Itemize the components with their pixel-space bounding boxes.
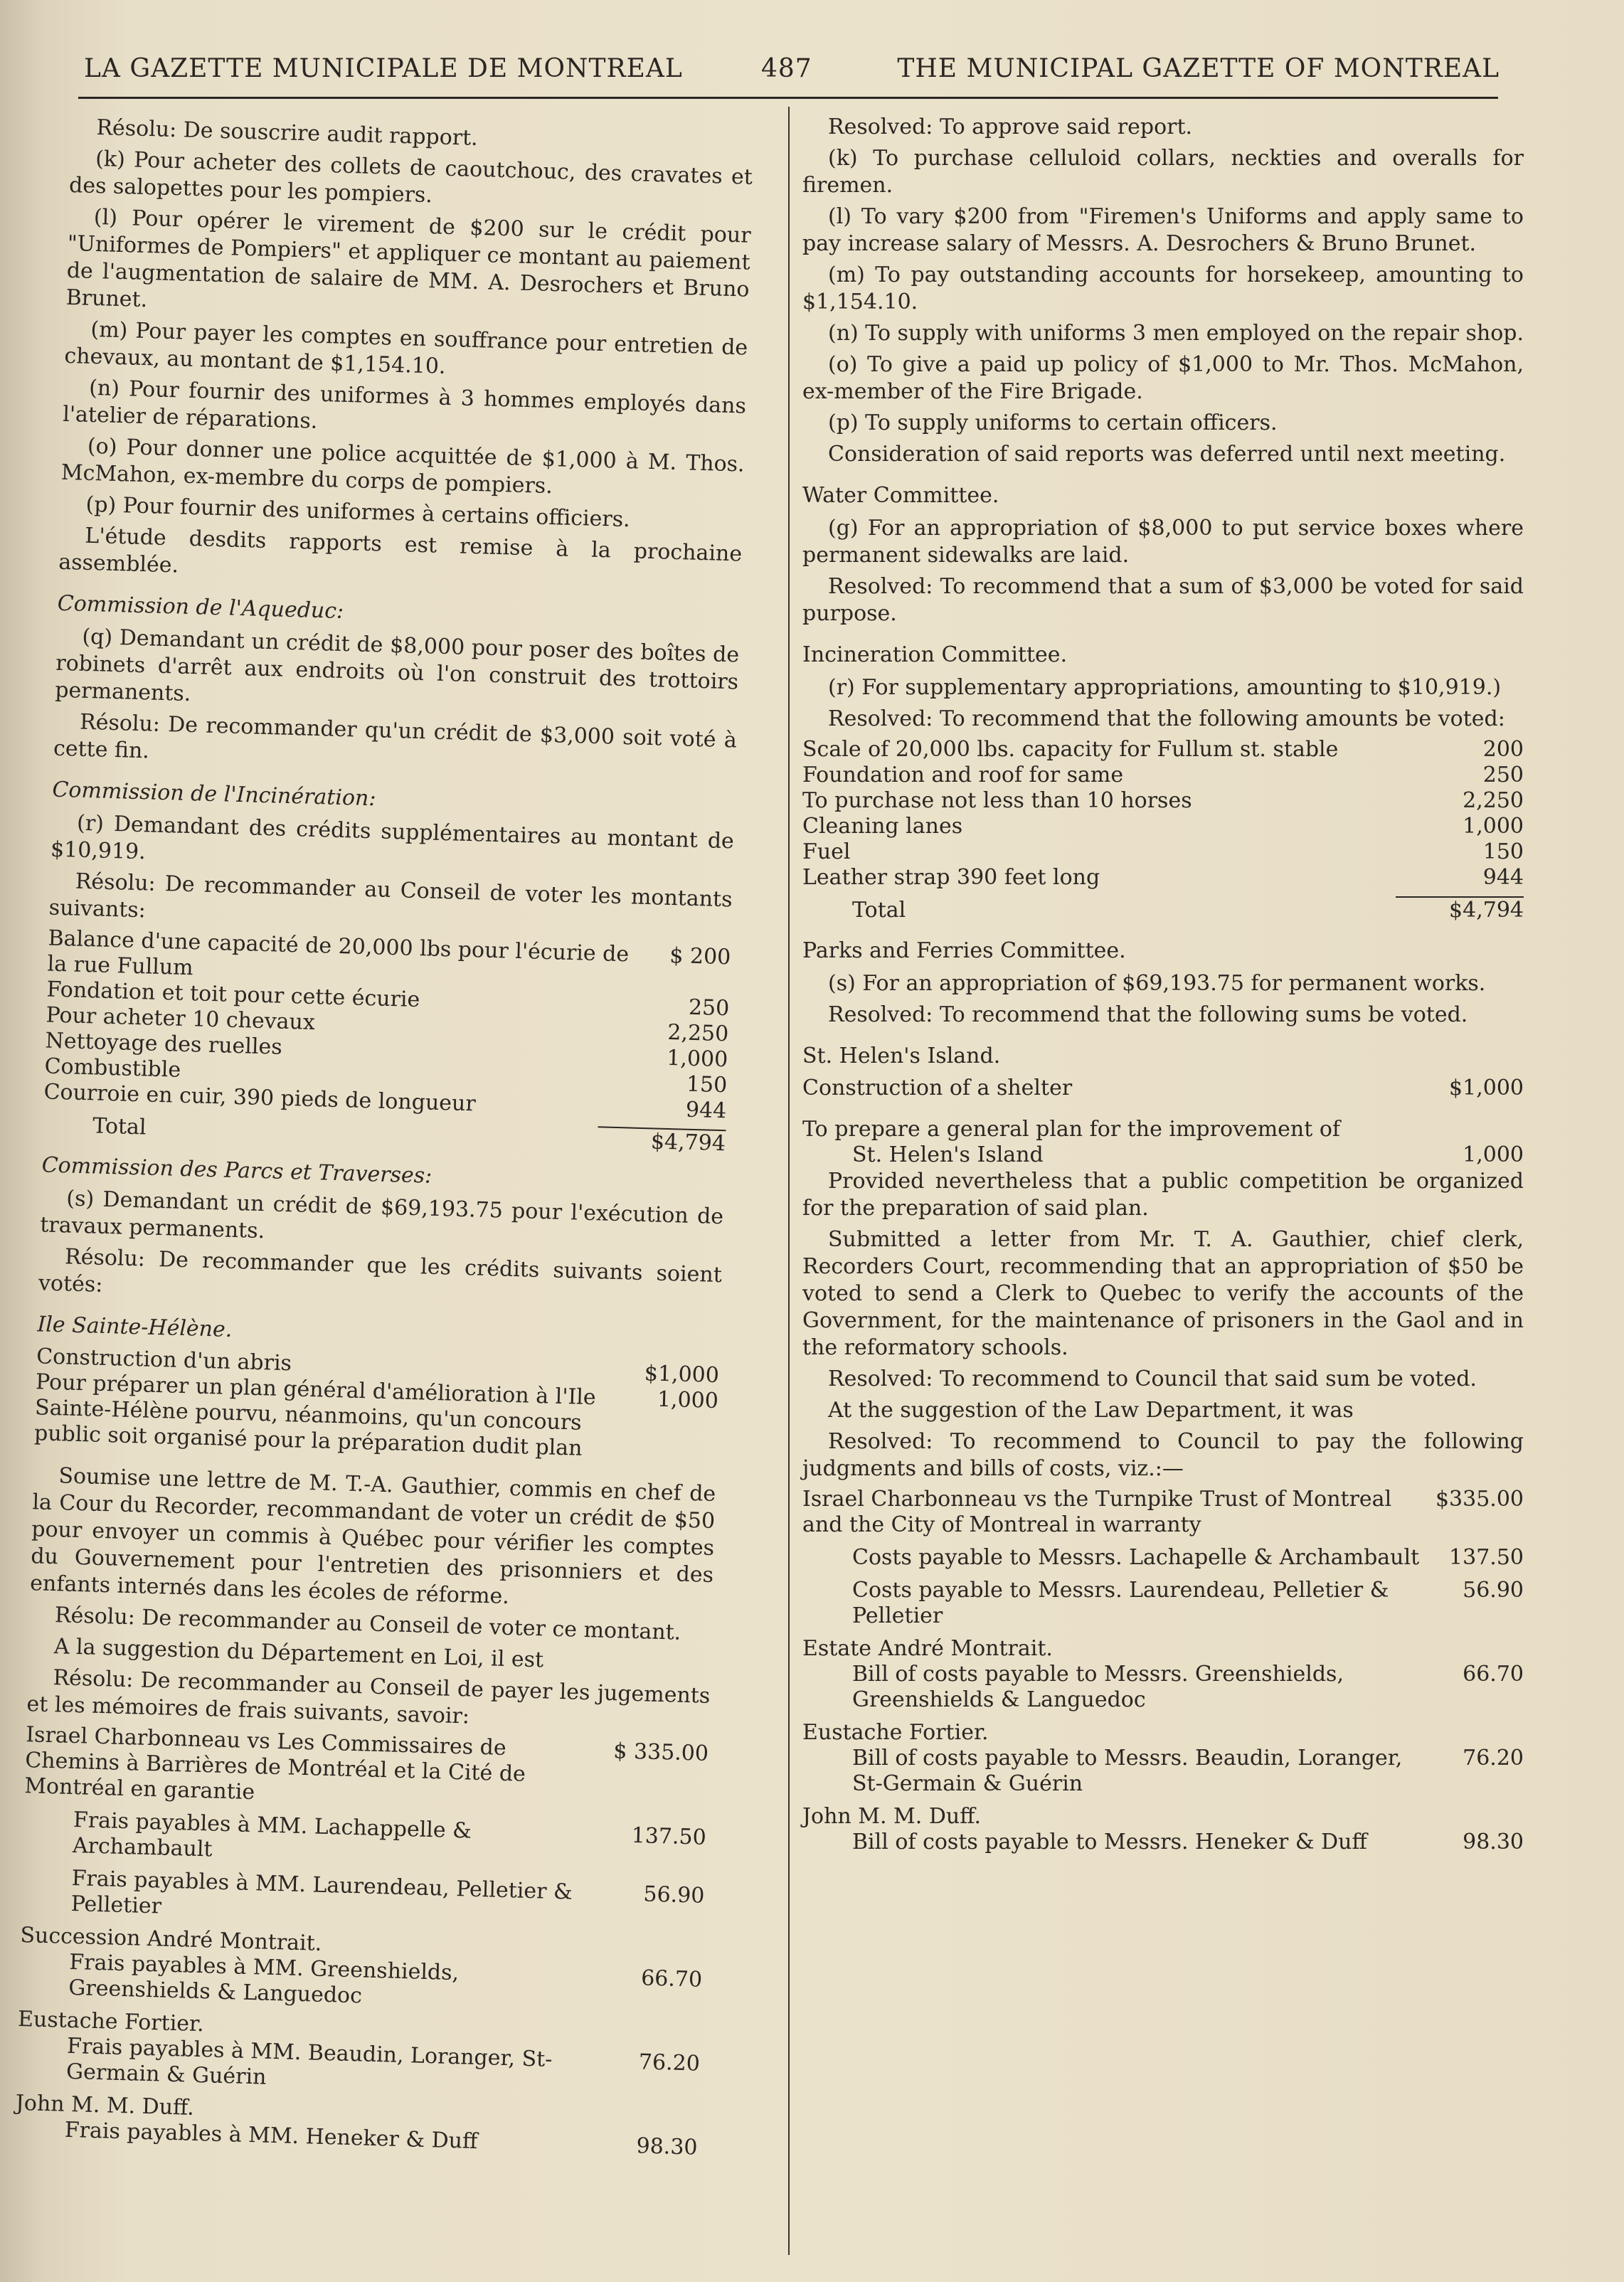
en-incineration-resolution: Resolved: To recommend that the following amounts be voted:: [828, 706, 1505, 731]
fr-ile-heading: Ile Sainte-Hélène.: [36, 1312, 233, 1342]
table-row: Pour acheter 10 chevaux 2,250: [46, 1002, 729, 1047]
table-row: Bill of costs payable to Messrs. Greenshields, Greenshields & Languedoc 66.70: [852, 1662, 1524, 1712]
en-incineration-heading: Incineration Committee.: [802, 642, 1068, 667]
page-header: [84, 54, 1500, 97]
en-gauthier-resolution: Resolved: To recommend to Council that said sum be voted.: [828, 1366, 1477, 1391]
table-row: Courroie en cuir, 390 pieds de longueur 944: [43, 1079, 727, 1124]
table-row: Fuel 150: [802, 839, 1524, 864]
table-row: John M. M. Duff.: [802, 1804, 982, 1829]
fr-incineration-table: [43, 926, 731, 1157]
en-gauthier-letter: Submitted a letter from Mr. T. A. Gauthier, chief clerk, Recorders Court, recommending that an appropriation of $50 be voted to send a Clerk to Quebec to verify the accounts of the Government, for the maintenance of prisoners in the Gaol and in the reformatory schools.: [802, 1227, 1524, 1360]
en-item-p: (p) To supply uniforms to certain officers.: [828, 410, 1278, 435]
en-water-resolution: Resolved: To recommend that a sum of $3,000 be voted for said purpose.: [802, 574, 1524, 626]
table-row: Eustache Fortier.: [17, 2006, 205, 2037]
table-row: Leather strap 390 feet long 944: [802, 865, 1524, 890]
table-row: Balance d'une capacité de 20,000 lbs pour l'écurie de la rue Fullum $ 200: [47, 925, 731, 981]
table-total-row: Total $4,794: [92, 1113, 726, 1157]
table-row: Frais payables à MM. Heneker & Duff 98.30: [64, 2117, 698, 2160]
fr-item-n: (n) Pour fournir des uniformes à 3 hommes employés dans l'atelier de réparations.: [62, 375, 747, 434]
en-parks-heading: Parks and Ferries Committee.: [802, 938, 1126, 963]
table-row: Succession André Montrait.: [19, 1923, 322, 1956]
header-rule: [78, 97, 1498, 99]
table-row: Costs payable to Messrs. Laurendeau, Pelletier & Pelletier 56.90: [852, 1578, 1524, 1628]
fr-item-p: (p) Pour fournir des uniformes à certains officiers.: [85, 492, 631, 533]
en-item-m: (m) To pay outstanding accounts for horsekeep, amounting to $1,154.10.: [802, 262, 1524, 314]
table-row: Construction of a shelter $1,000: [802, 1076, 1524, 1100]
en-resolution-approve: Resolved: To approve said report.: [828, 115, 1193, 139]
fr-parcs-resolution: Résolu: De recommander que les crédits suivants soient votés:: [38, 1244, 723, 1297]
table-row: Bill of costs payable to Messrs. Beaudin, Loranger, St-Germain & Guérin 76.20: [852, 1746, 1524, 1796]
table-row: Combustible 150: [44, 1054, 728, 1098]
fr-gauthier-letter: Soumise une lettre de M. T.-A. Gauthier, commis en chef de la Cour du Recorder, recommandant de voter un crédit de $50 pour envoyer un commis à Québec pour vérifier les comptes du Gouvernement pour l'entretien des prisonniers et des enfants internés dans les écoles de réforme.: [29, 1463, 716, 1610]
en-deferral: Consideration of said reports was deferred until next meeting.: [828, 442, 1506, 467]
en-item-l: (l) To vary $200 from "Firemen's Uniforms and apply same to pay increase salary of Messrs. A. Desrochers & Bruno Brunet.: [802, 204, 1524, 256]
fr-item-l: (l) Pour opérer le virement de $200 sur le crédit pour "Uniformes de Pompiers" et appliquer ce montant au paiement de l'augmentation de salaire de MM. A. Desrochers et Bruno Brunet.: [65, 204, 752, 313]
fr-parcs-s: (s) Demandant un crédit de $69,193.75 pour l'exécution de travaux permanents.: [39, 1186, 724, 1244]
table-row: Fondation et toit pour cette écurie 250: [46, 977, 730, 1021]
en-law-suggestion: At the suggestion of the Law Department, it was: [828, 1398, 1354, 1423]
table-total-row: Total $4,794: [852, 898, 1524, 923]
en-item-o: (o) To give a paid up policy of $1,000 to Mr. Thos. McMahon, ex-member of the Fire Brigade.: [802, 352, 1524, 404]
table-row: Bill of costs payable to Messrs. Heneker & Duff 98.30: [852, 1830, 1524, 1854]
table-row: To prepare a general plan for the improvement of: [802, 1117, 1340, 1142]
table-row: John M. M. Duff.: [15, 2090, 195, 2121]
french-column: [14, 114, 754, 2168]
fr-item-m: (m) Pour payer les comptes en souffrance pour entretien de chevaux, au montant de $1,154.10.: [64, 317, 748, 379]
en-item-k: (k) To purchase celluloid collars, neckties and overalls for firemen.: [802, 146, 1524, 198]
table-row: Pour préparer un plan général d'amélioration à l'Ile Sainte-Hélène pourvu, néanmoins, qu'un concours public soit organisé pour la préparation dudit plan 1,000: [33, 1369, 719, 1461]
en-incineration-r: (r) For supplementary appropriations, amounting to $10,919.): [828, 675, 1502, 700]
en-island-heading: St. Helen's Island.: [802, 1044, 1001, 1068]
column-divider: [788, 107, 790, 2255]
en-incineration-table: [802, 737, 1524, 923]
table-row: Frais payables à MM. Lachappelle & Archambault 137.50: [72, 1808, 707, 1862]
en-judgments-table: [802, 1487, 1524, 1855]
fr-aqueduc-resolution: Résolu: De recommander qu'un crédit de $3,000 soit voté à cette fin.: [53, 709, 738, 764]
english-column: [802, 114, 1524, 1862]
en-water-g: (g) For an appropriation of $8,000 to put service boxes where permanent sidewalks are laid.: [802, 516, 1524, 568]
en-provided: Provided nevertheless that a public competition be organized for the preparation of said plan.: [802, 1169, 1524, 1221]
fr-incineration-resolution: Résolu: De recommander au Conseil de voter les montants suivants:: [48, 869, 733, 923]
en-item-n: (n) To supply with uniforms 3 men employed on the repair shop.: [828, 321, 1524, 346]
fr-aqueduc-heading: Commission de l'Aqueduc:: [57, 590, 344, 624]
table-row: Scale of 20,000 lbs. capacity for Fullum st. stable 200: [802, 737, 1524, 762]
fr-incineration-r: (r) Demandant des crédits supplémentaires au montant de $10,919.: [50, 810, 735, 865]
fr-gauthier-resolution: Résolu: De recommander au Conseil de voter ce montant.: [54, 1603, 681, 1645]
table-row: Eustache Fortier.: [802, 1720, 989, 1745]
fr-loi-resolution: Résolu: De recommander au Conseil de payer les jugements et les mémoires de frais suivants, savoir:: [26, 1665, 711, 1729]
header-french-title: LA GAZETTE MUNICIPALE DE MONTREAL: [84, 54, 683, 83]
table-row: Estate André Montrait.: [802, 1636, 1053, 1661]
table-row: St. Helen's Island 1,000: [852, 1142, 1524, 1167]
table-row: To purchase not less than 10 horses 2,250: [802, 788, 1524, 813]
table-row: Israel Charbonneau vs Les Commissaires de Chemins à Barrières de Montréal et la Cité de Montréal en garantie $ 335.00: [23, 1722, 709, 1805]
table-row: Frais payables à MM. Beaudin, Loranger, St-Germain & Guérin 76.20: [65, 2033, 701, 2090]
fr-judgments-table: [14, 1722, 708, 2161]
fr-loi-suggestion: A la suggestion du Département en Loi, il est: [53, 1634, 544, 1673]
table-row: Nettoyage des ruelles 1,000: [45, 1028, 728, 1073]
fr-parcs-heading: Commission des Parcs et Traverses:: [41, 1152, 432, 1189]
fr-deferral: L'étude desdits rapports est remise à la prochaine assemblée.: [58, 523, 743, 578]
table-row: Israel Charbonneau vs the Turnpike Trust of Montreal and the City of Montreal in warranty $335.00: [802, 1487, 1524, 1537]
table-row: Frais payables à MM. Laurendeau, Pelletier & Pelletier 56.90: [70, 1865, 705, 1919]
table-row: Foundation and roof for same 250: [802, 763, 1524, 787]
fr-resolution-approve: Résolu: De souscrire audit rapport.: [95, 115, 479, 151]
fr-aqueduc-q: (q) Demandant un crédit de $8,000 pour poser des boîtes de robinets d'arrêt aux endroits où l'on construit des trottoirs permanents.: [54, 624, 740, 707]
header-english-title: THE MUNICIPAL GAZETTE OF MONTREAL: [897, 54, 1500, 83]
en-water-heading: Water Committee.: [802, 483, 999, 508]
table-row: Construction d'un abris $1,000: [36, 1344, 720, 1389]
en-parks-s: (s) For an appropriation of $69,193.75 for permanent works.: [828, 971, 1486, 996]
table-row: Frais payables à MM. Greenshields, Greenshields & Languedoc 66.70: [68, 1949, 703, 2009]
page-number: 487: [761, 54, 812, 83]
en-parks-resolution: Resolved: To recommend that the following sums be voted.: [828, 1002, 1468, 1027]
table-row: Costs payable to Messrs. Lachapelle & Archambault 137.50: [852, 1545, 1524, 1570]
fr-item-k: (k) Pour acheter des collets de caoutchouc, des cravates et des salopettes pour les pompiers.: [68, 146, 753, 208]
fr-item-o: (o) Pour donner une police acquittée de $1,000 à M. Thos. McMahon, ex-membre du corps de pompiers.: [60, 433, 745, 499]
fr-incineration-heading: Commission de l'Incinération:: [51, 777, 376, 812]
table-row: Cleaning lanes 1,000: [802, 814, 1524, 839]
en-law-resolution: Resolved: To recommend to Council to pay the following judgments and bills of costs, viz.:—: [802, 1429, 1524, 1481]
